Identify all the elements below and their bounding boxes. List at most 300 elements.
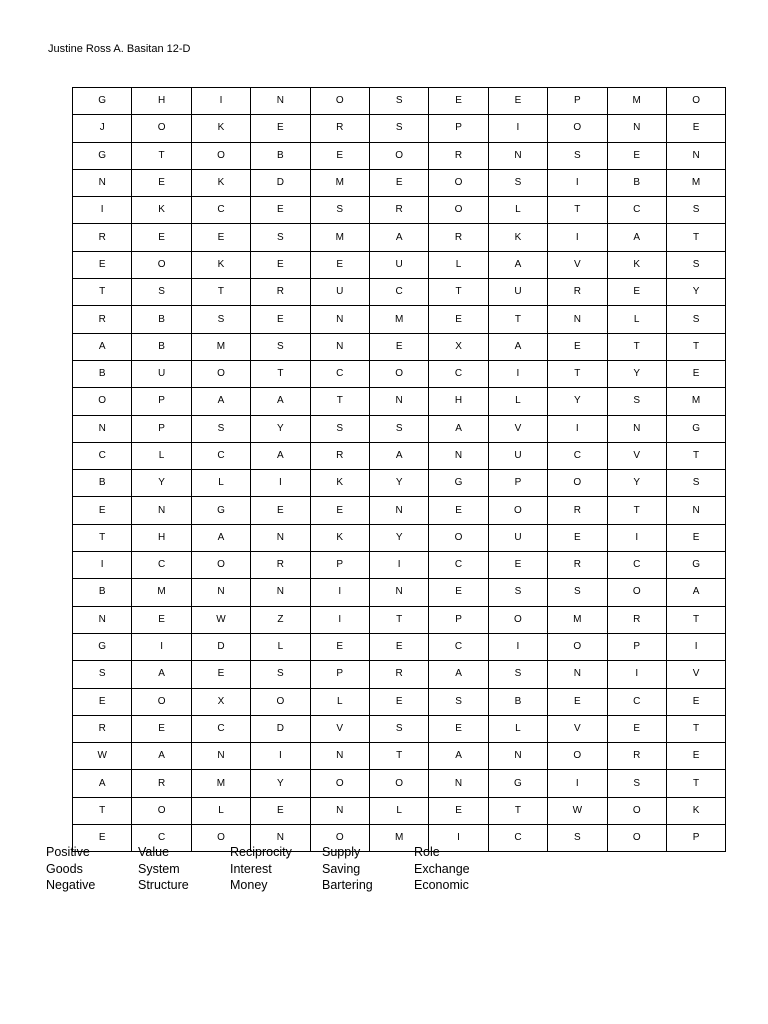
grid-cell: M — [369, 825, 428, 852]
grid-cell: A — [429, 661, 488, 688]
grid-cell: E — [310, 142, 369, 169]
grid-cell: Y — [666, 279, 725, 306]
word-bank-row — [46, 862, 506, 879]
grid-cell: M — [607, 88, 666, 115]
grid-cell: L — [191, 470, 250, 497]
grid-cell: N — [251, 88, 310, 115]
grid-cell: U — [488, 524, 547, 551]
grid-cell: Y — [251, 415, 310, 442]
grid-cell: O — [191, 142, 250, 169]
grid-cell: I — [369, 552, 428, 579]
grid-cell: A — [132, 661, 191, 688]
grid-cell: O — [132, 688, 191, 715]
grid-cell: I — [73, 197, 132, 224]
grid-cell: E — [429, 497, 488, 524]
grid-cell: R — [310, 442, 369, 469]
grid-cell: D — [191, 633, 250, 660]
word-bank-word: Interest — [230, 861, 272, 876]
grid-cell: E — [251, 251, 310, 278]
grid-row — [73, 142, 726, 169]
grid-cell: N — [369, 579, 428, 606]
grid-cell: I — [251, 470, 310, 497]
grid-cell: S — [369, 115, 428, 142]
grid-cell: S — [369, 88, 428, 115]
grid-cell: T — [73, 797, 132, 824]
grid-cell: I — [488, 633, 547, 660]
grid-cell: R — [429, 224, 488, 251]
grid-cell: B — [132, 306, 191, 333]
grid-cell: Y — [607, 470, 666, 497]
grid-cell: P — [488, 470, 547, 497]
grid-row — [73, 606, 726, 633]
grid-cell: V — [310, 715, 369, 742]
grid-cell: E — [666, 688, 725, 715]
grid-cell: M — [310, 224, 369, 251]
grid-cell: N — [369, 388, 428, 415]
grid-cell: N — [73, 415, 132, 442]
grid-cell: L — [429, 251, 488, 278]
grid-cell: O — [191, 552, 250, 579]
grid-cell: O — [548, 633, 607, 660]
grid-cell: S — [548, 579, 607, 606]
grid-cell: A — [666, 579, 725, 606]
grid-cell: I — [429, 825, 488, 852]
grid-cell: H — [429, 388, 488, 415]
grid-cell: S — [666, 306, 725, 333]
grid-cell: I — [548, 415, 607, 442]
grid-row — [73, 169, 726, 196]
grid-cell: T — [73, 524, 132, 551]
grid-cell: I — [73, 552, 132, 579]
grid-cell: E — [251, 306, 310, 333]
grid-cell: S — [369, 415, 428, 442]
grid-cell: O — [369, 360, 428, 387]
word-bank-word: Saving — [322, 861, 361, 876]
grid-cell: O — [607, 797, 666, 824]
grid-cell: T — [607, 333, 666, 360]
grid-cell: S — [607, 770, 666, 797]
grid-row — [73, 88, 726, 115]
grid-cell: S — [191, 415, 250, 442]
grid-cell: U — [310, 279, 369, 306]
grid-cell: I — [548, 169, 607, 196]
grid-cell: B — [607, 169, 666, 196]
grid-cell: N — [191, 579, 250, 606]
grid-row — [73, 470, 726, 497]
grid-cell: Y — [132, 470, 191, 497]
grid-cell: T — [369, 743, 428, 770]
word-bank-word: Value — [138, 845, 170, 859]
grid-cell: S — [251, 333, 310, 360]
grid-cell: W — [73, 743, 132, 770]
grid-cell: C — [607, 197, 666, 224]
grid-cell: Y — [607, 360, 666, 387]
grid-row — [73, 552, 726, 579]
word-bank-row — [46, 878, 506, 895]
grid-cell: S — [132, 279, 191, 306]
grid-cell: I — [488, 115, 547, 142]
word-bank-word: Goods — [46, 861, 83, 876]
grid-row — [73, 715, 726, 742]
grid-cell: E — [607, 715, 666, 742]
word-bank-word: System — [138, 861, 180, 876]
grid-cell: I — [310, 606, 369, 633]
grid-cell: P — [548, 88, 607, 115]
grid-cell: M — [369, 306, 428, 333]
grid-cell: N — [73, 606, 132, 633]
grid-cell: N — [607, 115, 666, 142]
grid-cell: C — [191, 715, 250, 742]
grid-cell: E — [310, 497, 369, 524]
grid-cell: O — [548, 470, 607, 497]
grid-cell: K — [132, 197, 191, 224]
grid-cell: E — [548, 333, 607, 360]
grid-cell: L — [369, 797, 428, 824]
grid-cell: L — [607, 306, 666, 333]
grid-cell: G — [73, 142, 132, 169]
grid-cell: P — [310, 552, 369, 579]
grid-cell: S — [666, 251, 725, 278]
grid-cell: R — [369, 197, 428, 224]
grid-cell: E — [429, 797, 488, 824]
grid-cell: N — [310, 333, 369, 360]
grid-cell: A — [191, 388, 250, 415]
grid-cell: T — [488, 306, 547, 333]
grid-cell: T — [251, 360, 310, 387]
grid-cell: E — [73, 825, 132, 852]
grid-row — [73, 661, 726, 688]
grid-cell: A — [132, 743, 191, 770]
grid-cell: N — [666, 497, 725, 524]
grid-cell: R — [251, 279, 310, 306]
word-bank-word: Supply — [322, 845, 361, 859]
grid-cell: P — [132, 388, 191, 415]
word-bank-word: Money — [230, 878, 268, 892]
grid-cell: B — [132, 333, 191, 360]
grid-row — [73, 388, 726, 415]
grid-cell: P — [429, 606, 488, 633]
grid-cell: G — [73, 633, 132, 660]
grid-cell: B — [73, 470, 132, 497]
grid-cell: E — [132, 224, 191, 251]
grid-cell: E — [488, 552, 547, 579]
grid-cell: J — [73, 115, 132, 142]
grid-cell: E — [251, 115, 310, 142]
grid-cell: V — [548, 251, 607, 278]
grid-cell: L — [310, 688, 369, 715]
word-bank-word: Negative — [46, 878, 96, 892]
grid-cell: E — [251, 797, 310, 824]
grid-cell: O — [191, 360, 250, 387]
grid-cell: C — [73, 442, 132, 469]
grid-cell: G — [666, 552, 725, 579]
word-bank-row — [46, 845, 506, 862]
grid-cell: K — [488, 224, 547, 251]
grid-cell: G — [666, 415, 725, 442]
grid-cell: C — [369, 279, 428, 306]
grid-cell: E — [548, 524, 607, 551]
grid-cell: P — [666, 825, 725, 852]
word-bank-word: Positive — [46, 845, 90, 859]
grid-cell: A — [191, 524, 250, 551]
grid-cell: C — [429, 633, 488, 660]
grid-cell: P — [310, 661, 369, 688]
grid-cell: E — [132, 606, 191, 633]
grid-cell: E — [369, 169, 428, 196]
grid-cell: A — [488, 333, 547, 360]
grid-cell: M — [191, 770, 250, 797]
grid-cell: U — [488, 442, 547, 469]
grid-cell: E — [666, 524, 725, 551]
grid-cell: B — [488, 688, 547, 715]
grid-cell: A — [429, 743, 488, 770]
grid-cell: O — [429, 169, 488, 196]
grid-cell: R — [607, 606, 666, 633]
grid-cell: I — [607, 524, 666, 551]
word-search-grid — [72, 87, 726, 852]
grid-cell: N — [73, 169, 132, 196]
grid-cell: E — [607, 142, 666, 169]
grid-cell: A — [251, 388, 310, 415]
grid-cell: H — [132, 88, 191, 115]
grid-cell: E — [369, 633, 428, 660]
grid-cell: O — [548, 743, 607, 770]
grid-cell: O — [132, 115, 191, 142]
grid-cell: I — [132, 633, 191, 660]
grid-cell: O — [666, 88, 725, 115]
grid-cell: C — [132, 825, 191, 852]
grid-cell: U — [369, 251, 428, 278]
grid-cell: Y — [548, 388, 607, 415]
grid-cell: L — [132, 442, 191, 469]
grid-cell: U — [132, 360, 191, 387]
grid-cell: C — [191, 442, 250, 469]
grid-cell: C — [191, 197, 250, 224]
grid-cell: O — [429, 524, 488, 551]
grid-cell: V — [488, 415, 547, 442]
grid-cell: T — [73, 279, 132, 306]
grid-cell: E — [488, 88, 547, 115]
grid-cell: T — [666, 333, 725, 360]
grid-row — [73, 279, 726, 306]
grid-cell: S — [607, 388, 666, 415]
grid-row — [73, 797, 726, 824]
grid-cell: E — [429, 88, 488, 115]
grid-cell: W — [548, 797, 607, 824]
grid-cell: T — [548, 197, 607, 224]
grid-cell: O — [429, 197, 488, 224]
grid-cell: T — [666, 224, 725, 251]
grid-cell: E — [251, 197, 310, 224]
grid-cell: T — [666, 442, 725, 469]
grid-cell: W — [191, 606, 250, 633]
grid-cell: E — [73, 251, 132, 278]
grid-cell: K — [191, 115, 250, 142]
grid-row — [73, 251, 726, 278]
grid-cell: L — [488, 715, 547, 742]
grid-cell: O — [251, 688, 310, 715]
grid-cell: T — [488, 797, 547, 824]
grid-cell: P — [607, 633, 666, 660]
grid-cell: S — [310, 197, 369, 224]
grid-cell: S — [548, 825, 607, 852]
grid-cell: R — [73, 715, 132, 742]
grid-cell: E — [607, 279, 666, 306]
grid-cell: E — [369, 333, 428, 360]
grid-cell: L — [251, 633, 310, 660]
grid-cell: O — [310, 770, 369, 797]
word-bank-word: Role — [414, 845, 440, 859]
grid-row — [73, 415, 726, 442]
grid-cell: O — [132, 797, 191, 824]
grid-cell: O — [548, 115, 607, 142]
grid-cell: K — [666, 797, 725, 824]
grid-cell: I — [666, 633, 725, 660]
grid-row — [73, 333, 726, 360]
grid-cell: C — [548, 442, 607, 469]
grid-cell: V — [607, 442, 666, 469]
grid-cell: E — [429, 715, 488, 742]
grid-cell: S — [488, 661, 547, 688]
grid-cell: E — [310, 633, 369, 660]
word-bank — [46, 845, 506, 895]
grid-cell: I — [607, 661, 666, 688]
grid-cell: M — [191, 333, 250, 360]
grid-cell: K — [607, 251, 666, 278]
grid-cell: N — [310, 743, 369, 770]
grid-cell: A — [369, 224, 428, 251]
grid-cell: Y — [251, 770, 310, 797]
grid-cell: H — [132, 524, 191, 551]
grid-cell: E — [548, 688, 607, 715]
grid-cell: K — [191, 251, 250, 278]
grid-cell: S — [488, 579, 547, 606]
grid-cell: O — [369, 142, 428, 169]
grid-cell: C — [488, 825, 547, 852]
grid-cell: T — [310, 388, 369, 415]
grid-cell: S — [548, 142, 607, 169]
grid-row — [73, 743, 726, 770]
grid-cell: T — [666, 770, 725, 797]
grid-cell: N — [548, 306, 607, 333]
grid-cell: E — [73, 688, 132, 715]
grid-cell: E — [666, 743, 725, 770]
grid-cell: N — [310, 306, 369, 333]
grid-cell: R — [548, 279, 607, 306]
grid-cell: C — [429, 552, 488, 579]
grid-cell: I — [251, 743, 310, 770]
word-bank-word: Structure — [138, 878, 189, 892]
grid-cell: B — [73, 360, 132, 387]
grid-cell: T — [548, 360, 607, 387]
grid-cell: A — [607, 224, 666, 251]
grid-row — [73, 497, 726, 524]
grid-cell: C — [607, 552, 666, 579]
grid-cell: I — [310, 579, 369, 606]
grid-cell: I — [488, 360, 547, 387]
grid-cell: N — [429, 770, 488, 797]
grid-cell: I — [191, 88, 250, 115]
grid-cell: S — [73, 661, 132, 688]
grid-cell: R — [310, 115, 369, 142]
grid-cell: T — [607, 497, 666, 524]
grid-cell: A — [488, 251, 547, 278]
grid-cell: E — [369, 688, 428, 715]
grid-cell: S — [251, 224, 310, 251]
grid-cell: C — [429, 360, 488, 387]
grid-cell: A — [73, 770, 132, 797]
grid-row — [73, 360, 726, 387]
grid-cell: T — [132, 142, 191, 169]
grid-cell: T — [369, 606, 428, 633]
grid-cell: O — [607, 825, 666, 852]
word-bank-word: Bartering — [322, 878, 373, 892]
grid-cell: N — [369, 497, 428, 524]
grid-cell: I — [548, 770, 607, 797]
grid-cell: R — [73, 224, 132, 251]
grid-cell: N — [251, 825, 310, 852]
grid-cell: O — [191, 825, 250, 852]
grid-row — [73, 770, 726, 797]
grid-row — [73, 306, 726, 333]
grid-cell: M — [666, 388, 725, 415]
grid-cell: C — [607, 688, 666, 715]
grid-cell: R — [429, 142, 488, 169]
grid-cell: E — [310, 251, 369, 278]
grid-cell: R — [607, 743, 666, 770]
grid-cell: M — [132, 579, 191, 606]
grid-cell: T — [666, 606, 725, 633]
grid-cell: E — [191, 661, 250, 688]
grid-cell: Z — [251, 606, 310, 633]
grid-cell: B — [251, 142, 310, 169]
grid-cell: E — [132, 169, 191, 196]
grid-cell: N — [607, 415, 666, 442]
grid-cell: M — [548, 606, 607, 633]
grid-cell: E — [666, 115, 725, 142]
grid-cell: O — [310, 88, 369, 115]
grid-cell: P — [132, 415, 191, 442]
grid-cell: R — [251, 552, 310, 579]
grid-cell: V — [548, 715, 607, 742]
grid-cell: O — [132, 251, 191, 278]
grid-cell: K — [310, 470, 369, 497]
grid-row — [73, 115, 726, 142]
grid-row — [73, 633, 726, 660]
grid-row — [73, 224, 726, 251]
grid-cell: N — [191, 743, 250, 770]
grid-cell: O — [488, 606, 547, 633]
grid-cell: E — [666, 360, 725, 387]
grid-cell: E — [73, 497, 132, 524]
grid-cell: L — [488, 197, 547, 224]
grid-cell: E — [191, 224, 250, 251]
word-bank-word: Reciprocity — [230, 845, 292, 859]
grid-cell: X — [191, 688, 250, 715]
grid-cell: R — [548, 552, 607, 579]
grid-cell: N — [429, 442, 488, 469]
grid-cell: E — [251, 497, 310, 524]
grid-cell: K — [310, 524, 369, 551]
grid-cell: Y — [369, 470, 428, 497]
grid-cell: S — [488, 169, 547, 196]
grid-cell: S — [369, 715, 428, 742]
grid-cell: O — [310, 825, 369, 852]
grid-cell: G — [429, 470, 488, 497]
grid-cell: M — [310, 169, 369, 196]
grid-cell: G — [488, 770, 547, 797]
grid-cell: G — [191, 497, 250, 524]
